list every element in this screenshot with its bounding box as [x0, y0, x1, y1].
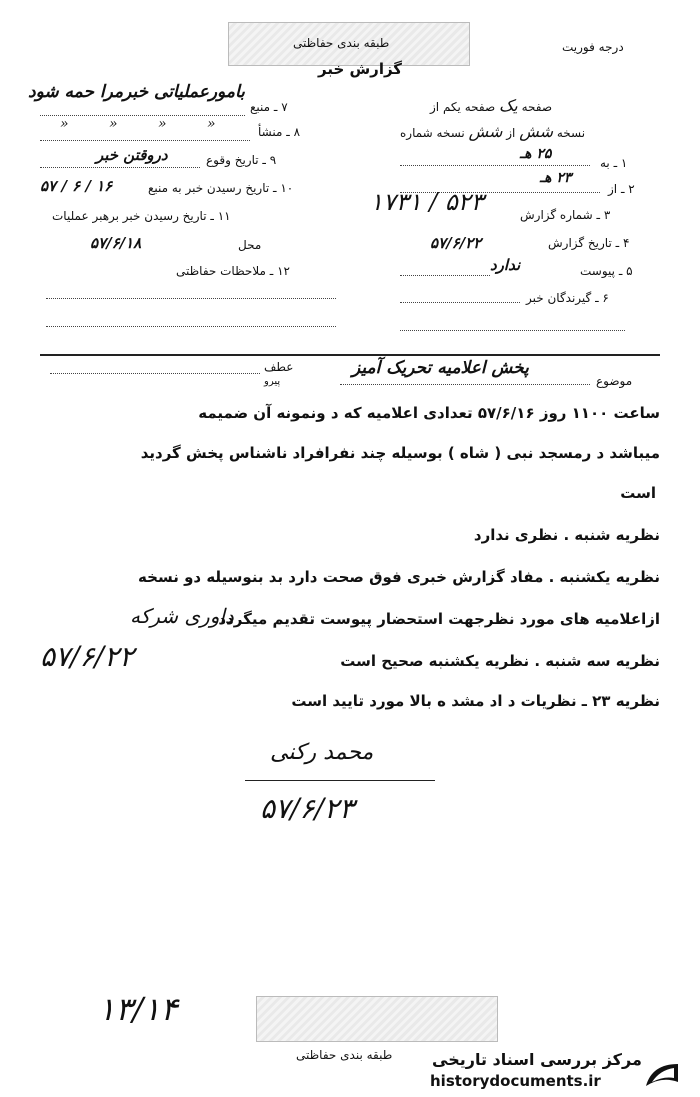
field-source-received: ۱۰ ـ تاریخ رسیدن خبر به منبع	[148, 181, 294, 195]
section-divider	[40, 354, 660, 356]
field-ops-received: ۱۱ ـ تاریخ رسیدن خبر برهبر عملیات	[52, 209, 231, 223]
website: historydocuments.ir	[430, 1072, 601, 1090]
field-report-number: ۳ ـ شماره گزارش	[520, 208, 611, 222]
field-report-date: ۴ ـ تاریخ گزارش	[548, 236, 630, 250]
field-location-value: ۵۷/۶/۱۸	[90, 234, 142, 252]
field-to-value: ۲۵ هـ	[520, 146, 552, 162]
handwritten-date-bottom: ۵۷/۶/۲۳	[260, 792, 355, 825]
field-source: ۷ ـ منبع	[250, 100, 288, 114]
field-from-value: ۲۳ هـ	[540, 170, 572, 186]
handwritten-davari: داوری شرکه	[130, 604, 234, 628]
field-attachment-value: ندارد	[490, 256, 521, 274]
field-report-number-value: ۵۲۳ / ۱۷۳۱	[370, 188, 484, 216]
page-number-handwritten: ۱۳/۱۴	[98, 990, 178, 1028]
body-line-3: است	[620, 484, 656, 502]
field-occurrence-line	[40, 167, 200, 168]
body-line-6: ازاعلامیه های مورد نظرجهت استحضار پیوست تقدیم میگردد	[218, 610, 660, 628]
classification-bottom: طبقه بندی حفاظتی	[296, 1048, 393, 1062]
notes-line-2	[46, 326, 336, 327]
bottom-stamp	[256, 996, 498, 1042]
body-line-2: میباشد د رمسجد نبی ( شاه ) بوسیله چند نفرافراد ناشناس پخش گردید	[140, 444, 660, 462]
notes-line-1	[46, 298, 336, 299]
field-origin-value: « « « «	[60, 116, 234, 132]
agent-line: بامورعملیاتی خبرمرا حمه شود	[28, 82, 245, 102]
field-attachment: ۵ ـ پیوست	[580, 264, 633, 278]
copy-suffix: نسخه	[556, 126, 586, 140]
recipients-line-2	[400, 330, 625, 331]
ref-label: عطف	[264, 360, 294, 374]
subject-label: موضوع	[596, 374, 633, 388]
page-label	[430, 96, 552, 115]
field-from: ۲ ـ از	[608, 182, 635, 196]
field-occurrence-value: دروقتن خبر	[96, 146, 168, 164]
ref-line	[50, 373, 260, 374]
page-suffix: صفحه	[521, 100, 553, 114]
copy-from: از	[506, 126, 516, 140]
field-to-line	[400, 165, 590, 166]
field-report-date-value: ۵۷/۶/۲۲	[430, 234, 482, 252]
urgency-label: درجه فوریت	[562, 40, 624, 54]
page-text: صفحه یکم از	[430, 100, 496, 114]
copy-text: نسخه شماره	[400, 126, 465, 140]
handwritten-date-left: ۵۷/۶/۲۲	[40, 640, 135, 673]
copy-hw: شش	[468, 122, 503, 141]
subject-line	[340, 384, 590, 385]
field-to: ۱ ـ به	[600, 156, 628, 170]
field-origin: ۸ ـ منشأ	[258, 125, 301, 139]
field-attachment-line	[400, 275, 490, 276]
signature-underline	[245, 780, 435, 781]
field-security-notes: ۱۲ ـ ملاحظات حفاظتی	[176, 264, 290, 278]
doc-type-title: گزارش خبر	[318, 60, 403, 78]
page-hw: یک	[498, 96, 518, 115]
body-line-4: نظریه شنبه . نظری ندارد	[473, 526, 660, 544]
field-recipients: ۶ ـ گیرندگان خبر	[526, 291, 609, 305]
archive-logo	[642, 1060, 682, 1090]
signature: محمد رکنی	[270, 740, 374, 765]
subject-value: پخش اعلامیه تحریک آمیز	[352, 358, 529, 378]
field-origin-line	[40, 140, 250, 141]
body-line-7: نظریه سه شنبه . نظریه یکشنبه صحیح است	[340, 652, 660, 670]
ref-sub: پیرو	[264, 376, 281, 387]
copy-hw2: شش	[519, 122, 554, 141]
recipients-line-1	[400, 302, 520, 303]
field-occurrence-date: ۹ ـ تاریخ وقوع	[206, 153, 277, 167]
body-line-5: نظریه یکشنبه . مفاد گزارش خبری فوق صحت دارد بد بنوسیله دو نسخه	[138, 568, 660, 586]
body-line-1: ساعت ۱۱۰۰ روز ۵۷/۶/۱۶ تعدادی اعلامیه که د ونمونه آن ضمیمه	[198, 404, 660, 422]
field-location: محل	[238, 238, 262, 252]
classification-top: طبقه بندی حفاظتی	[293, 36, 390, 50]
body-line-8: نظریه ۲۳ ـ نظریات د اد مشد ه بالا مورد تایید است	[291, 692, 660, 710]
field-source-received-value: ۱۶ / ۶ / ۵۷	[40, 177, 113, 195]
copy-number-label	[400, 122, 585, 141]
center-name: مرکز بررسی اسناد تاریخی	[432, 1050, 642, 1069]
